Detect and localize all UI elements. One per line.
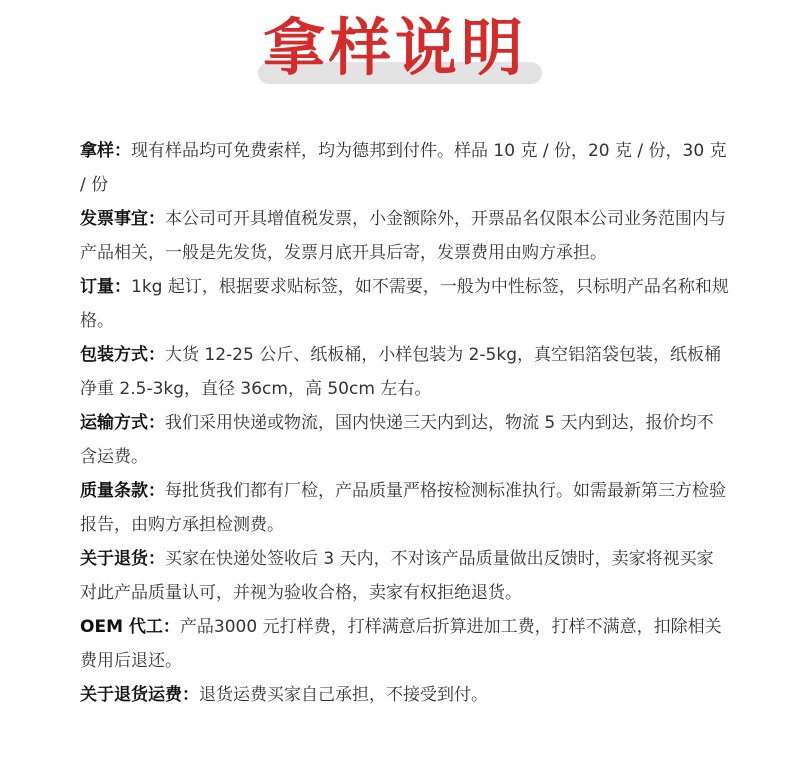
item-text: 产品3000 元打样费，打样满意后折算进加工费，打样不满意，扣除相关费用后退还。 xyxy=(80,617,722,671)
title-banner xyxy=(0,0,790,110)
instructions-list xyxy=(80,134,730,712)
list-item-order-quantity xyxy=(80,270,730,338)
item-label: 关于退货运费： xyxy=(80,685,199,705)
item-label: 拿样： xyxy=(80,141,131,161)
item-label: OEM 代工： xyxy=(80,617,180,637)
item-label: 关于退货： xyxy=(80,549,165,569)
list-item-quality xyxy=(80,474,730,542)
item-label: 质量条款： xyxy=(80,481,165,501)
list-item-sample xyxy=(80,134,730,202)
item-label: 运输方式： xyxy=(80,413,165,433)
item-text: 退货运费买家自己承担，不接受到付。 xyxy=(199,685,488,705)
item-label: 包装方式： xyxy=(80,345,165,365)
list-item-return-shipping xyxy=(80,678,730,712)
item-text: 本公司可开具增值税发票，小金额除外，开票品名仅限本公司业务范围内与产品相关，一般是先发货，发票月底开具后寄，发票费用由购方承担。 xyxy=(80,209,726,263)
item-text: 买家在快递处签收后 3 天内，不对该产品质量做出反馈时，卖家将视买家对此产品质量认可，并视为验收合格，卖家有权拒绝退货。 xyxy=(80,549,714,603)
item-label: 订量： xyxy=(80,277,131,297)
item-text: 1kg 起订，根据要求贴标签，如不需要，一般为中性标签，只标明产品名称和规格。 xyxy=(80,277,729,331)
list-item-returns xyxy=(80,542,730,610)
page-title: 拿样说明 xyxy=(262,11,527,84)
list-item-packaging xyxy=(80,338,730,406)
item-text: 大货 12-25 公斤、纸板桶，小样包装为 2-5kg，真空铝箔袋包装，纸板桶净重 2.5-3kg，直径 36cm，高 50cm 左右。 xyxy=(80,345,722,399)
list-item-invoice xyxy=(80,202,730,270)
item-text: 我们采用快递或物流，国内快递三天内到达，物流 5 天内到达，报价均不含运费。 xyxy=(80,413,714,467)
item-text: 每批货我们都有厂检，产品质量严格按检测标准执行。如需最新第三方检验报告，由购方承担检测费。 xyxy=(80,481,726,535)
list-item-shipping xyxy=(80,406,730,474)
item-label: 发票事宜： xyxy=(80,209,165,229)
item-text: 现有样品均可免费索样，均为德邦到付件。样品 10 克 / 份，20 克 / 份，30 克 / 份 xyxy=(80,141,727,195)
list-item-oem xyxy=(80,610,730,678)
